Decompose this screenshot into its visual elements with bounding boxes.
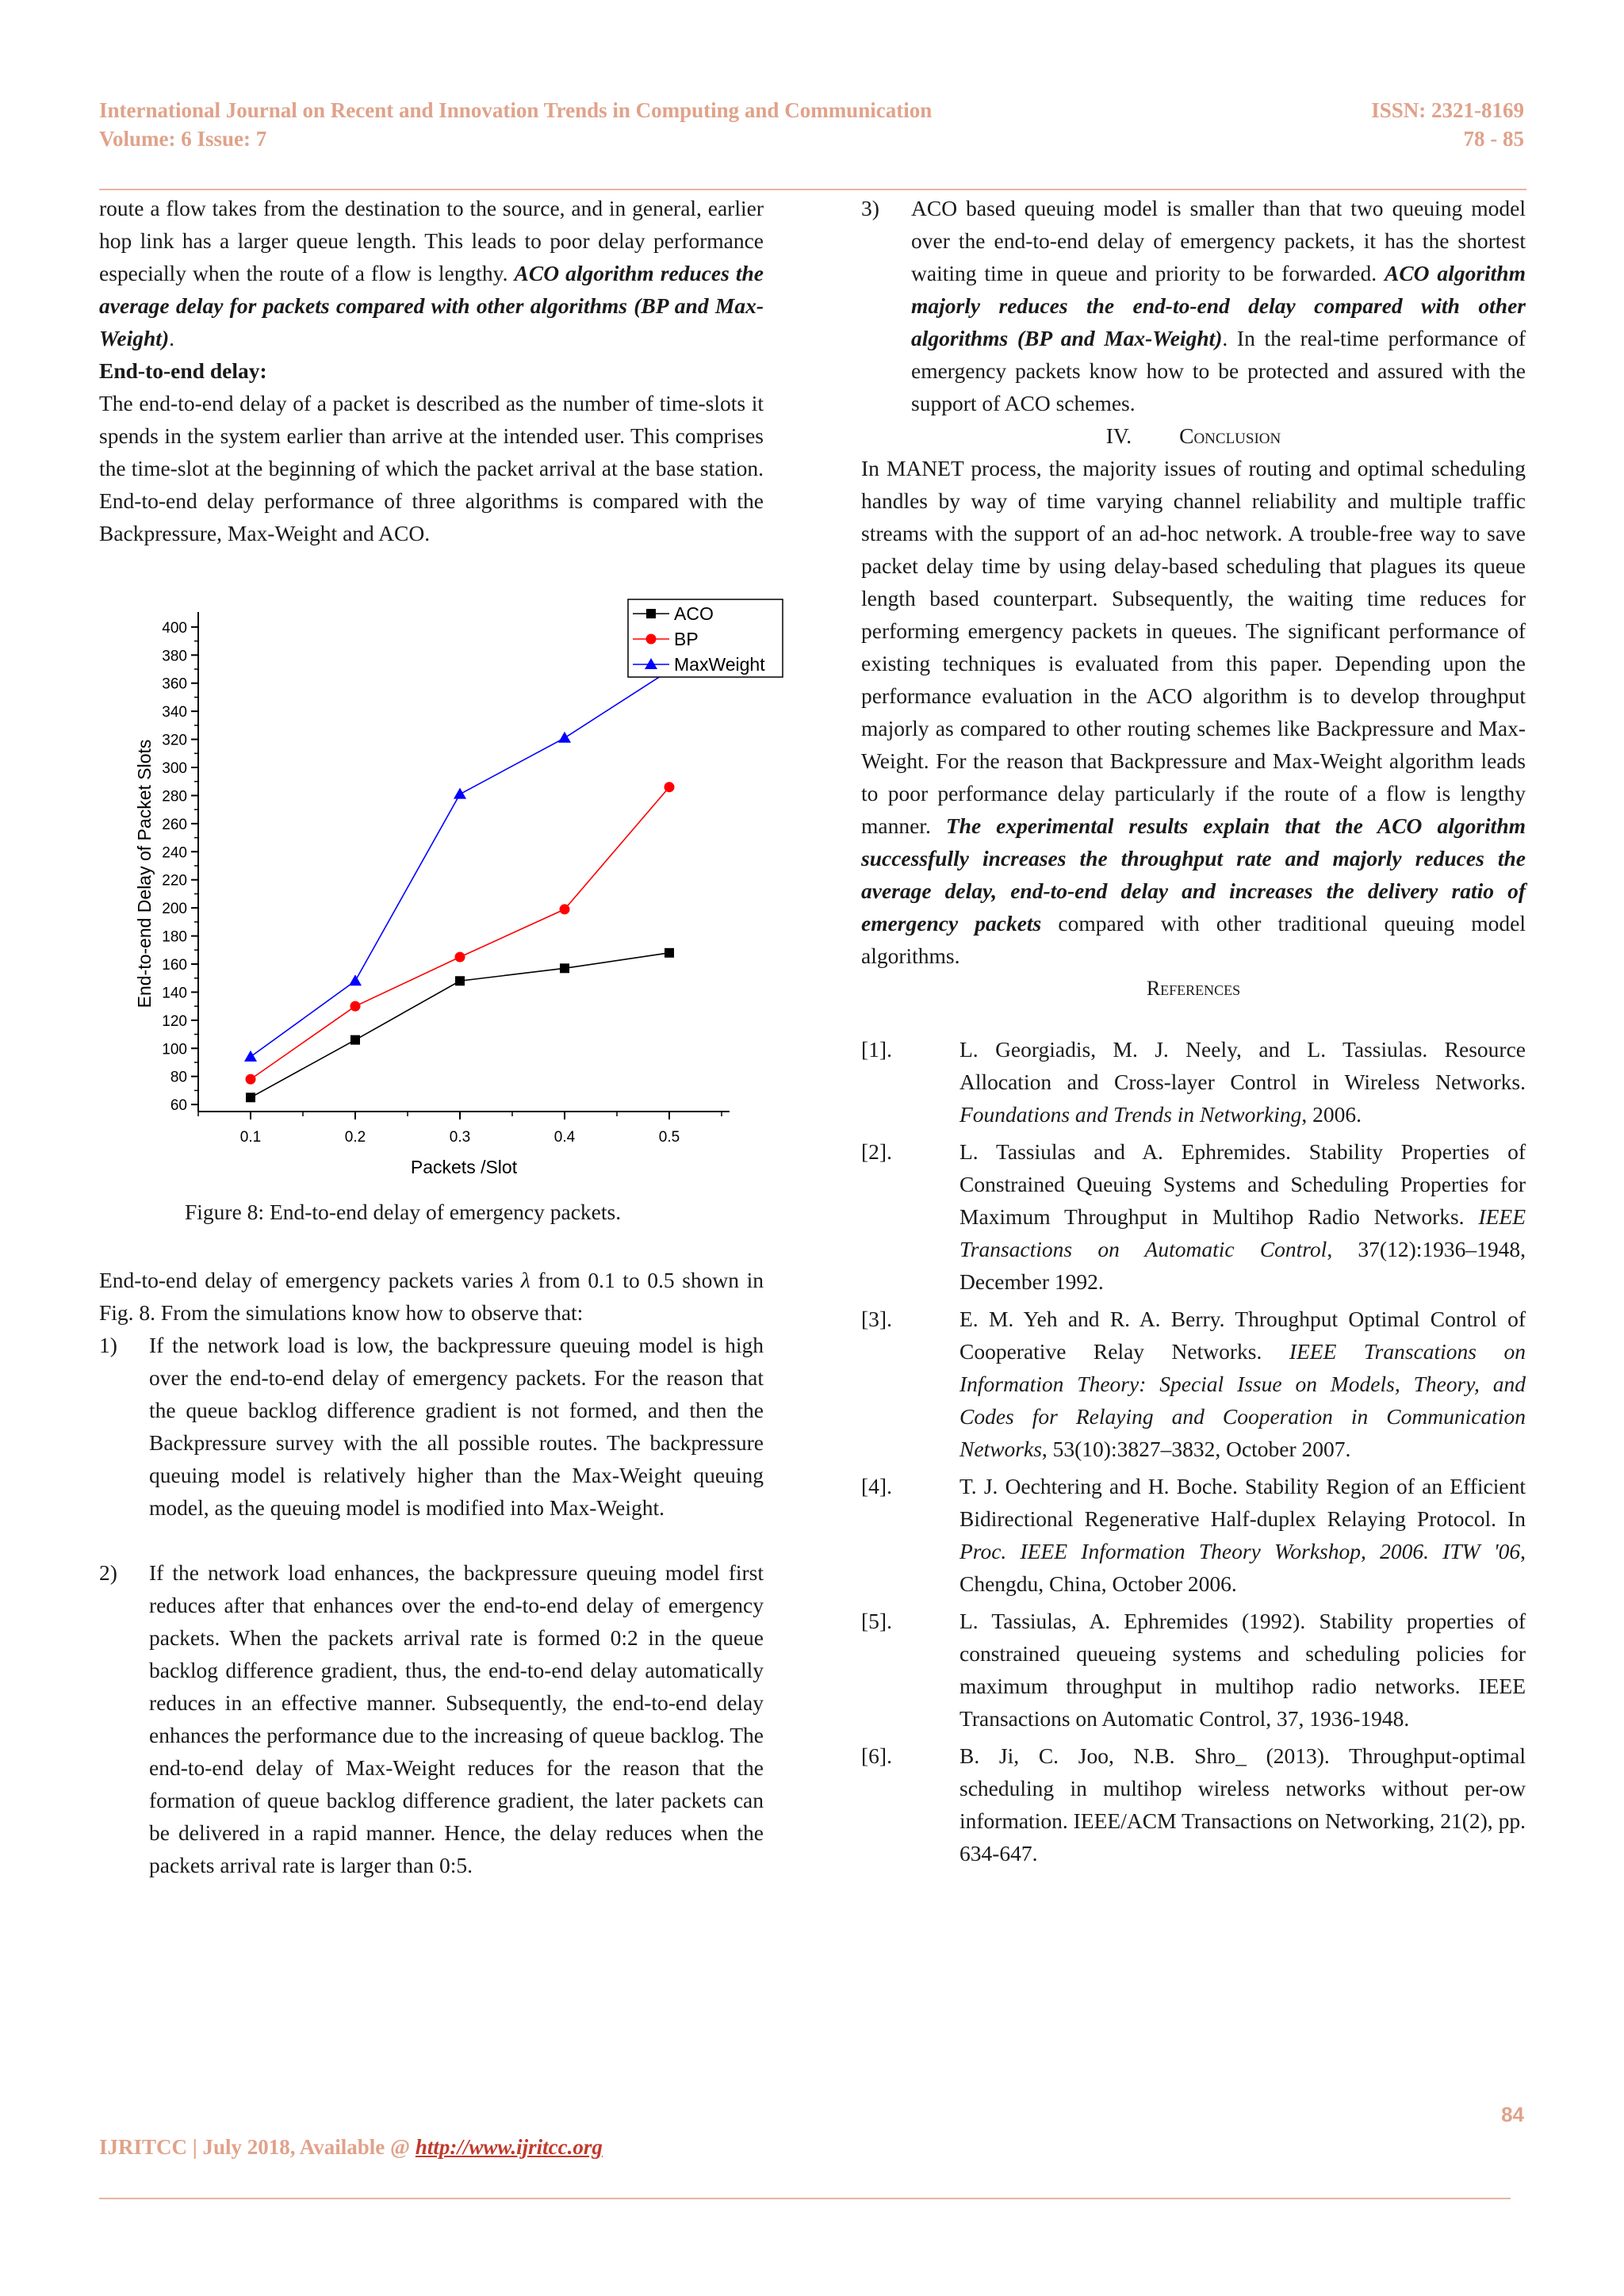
reference-venue: Proc. IEEE Information Theory Workshop, 2006. ITW '06 bbox=[959, 1539, 1521, 1563]
reference-list bbox=[861, 1033, 1526, 1869]
reference-venue: Foundations and Trends in Networking bbox=[959, 1102, 1302, 1127]
conclusion-emphasis: The experimental results explain that the ACO algorithm successfully increases the throughput rate and majorly reduces the average delay, end-to-end delay and increases the delivery ratio of emergency packets bbox=[861, 813, 1526, 936]
lambda-symbol: λ bbox=[520, 1268, 530, 1292]
y-tick-label: 60 bbox=[170, 1097, 187, 1115]
y-tick-label: 160 bbox=[162, 957, 187, 974]
bp-point bbox=[350, 1001, 361, 1012]
maxweight-series-line bbox=[251, 671, 669, 1057]
item3-b: . In the real-time performance of emergency packets know how to be protected and assured with the support of ACO schemes. bbox=[911, 326, 1526, 415]
legend-aco-label: ACO bbox=[674, 603, 714, 624]
reference-item bbox=[861, 1033, 1526, 1131]
conclusion-number: IV. bbox=[1105, 423, 1132, 448]
reference-venue: IEEE Transactions on Automatic Control bbox=[959, 1204, 1526, 1261]
x-tick-label: 0.5 bbox=[658, 1129, 680, 1146]
reference-text-a: L. Tassiulas and A. Ephremides. Stability Properties of Constrained Queuing Systems and Scheduling Properties for Maximum Throughput in Multihop Radio Networks. bbox=[959, 1139, 1526, 1229]
reference-text bbox=[959, 1739, 1526, 1869]
reference-item bbox=[861, 1303, 1526, 1465]
reference-number: [3]. bbox=[861, 1307, 892, 1331]
figure-caption: Figure 8: End-to-end delay of emergency packets. bbox=[185, 1200, 622, 1224]
y-tick-label: 260 bbox=[162, 816, 187, 833]
y-tick-label: 140 bbox=[162, 985, 187, 1002]
reference-text-b: , 37(12):1936–1948, December 1992. bbox=[959, 1237, 1526, 1294]
reference-text-b: , 2006. bbox=[1301, 1102, 1362, 1127]
reference-text-b: , Chengdu, China, October 2006. bbox=[959, 1539, 1526, 1596]
bp-point bbox=[455, 952, 465, 962]
maxweight-point bbox=[349, 974, 362, 985]
conclusion-b: compared with other traditional queuing model algorithms. bbox=[861, 911, 1526, 968]
x-axis-label: Packets /Slot bbox=[410, 1157, 518, 1177]
y-tick-label: 380 bbox=[162, 648, 187, 665]
section-heading-end-to-end: End-to-end delay: bbox=[99, 358, 267, 383]
reference-text-a: L. Tassiulas, A. Ephremides (1992). Stability properties of constrained queueing systems and scheduling policies for maximum throughput in multihop radio networks. IEEE Transactions on Automatic Control, 37, 1936-1948. bbox=[959, 1609, 1526, 1731]
reference-text bbox=[959, 1303, 1526, 1465]
y-tick-label: 300 bbox=[162, 760, 187, 777]
bp-point bbox=[665, 782, 675, 792]
page-number: 84 bbox=[1501, 2103, 1524, 2126]
y-tick-label: 400 bbox=[162, 619, 187, 637]
reference-number: [5]. bbox=[861, 1609, 892, 1633]
references-heading: References bbox=[1146, 977, 1241, 1000]
y-tick-label: 100 bbox=[162, 1041, 187, 1058]
reference-item bbox=[861, 1605, 1526, 1735]
paragraph-fig8-intro bbox=[99, 1264, 764, 1329]
reference-venue: IEEE Transcations on Information Theory: Special Issue on Models, Theory, and Codes for Relaying and Cooperation in Communication Networks bbox=[959, 1339, 1526, 1461]
x-tick-label: 0.2 bbox=[344, 1129, 366, 1146]
reference-number: [1]. bbox=[861, 1037, 892, 1062]
reference-text-a: B. Ji, C. Joo, N.B. Shro_ (2013). Throughput-optimal scheduling in multihop wireless networks without per-ow information. IEEE/ACM Transactions on Networking, 21(2), pp. 634-647. bbox=[959, 1743, 1526, 1866]
maxweight-point bbox=[558, 732, 571, 743]
y-tick-label: 340 bbox=[162, 704, 187, 721]
maxweight-point bbox=[454, 788, 466, 799]
list-item-text bbox=[911, 192, 1526, 419]
p1-text: route a flow takes from the destination to the source, and in general, earlier hop link has a larger queue length. This leads to poor delay performance especially when the route of a flow is lengthy. bbox=[99, 196, 764, 285]
footer-link[interactable]: http://www.ijritcc.org bbox=[415, 2135, 603, 2159]
p3-a: End-to-end delay of emergency packets varies bbox=[99, 1268, 521, 1292]
reference-item bbox=[861, 1135, 1526, 1298]
y-axis-label: End-to-end Delay of Packet Slots bbox=[134, 739, 155, 1008]
footer-rule bbox=[99, 2198, 1511, 2199]
reference-text bbox=[959, 1135, 1526, 1298]
reference-number: [4]. bbox=[861, 1474, 892, 1498]
left-column-top bbox=[99, 192, 764, 549]
p1-emphasis: ACO algorithm reduces the average delay for packets compared with other algorithms (BP and Max-Weight) bbox=[99, 261, 764, 350]
aco-point bbox=[665, 948, 674, 958]
y-tick-label: 280 bbox=[162, 788, 187, 806]
y-tick-label: 200 bbox=[162, 901, 187, 918]
aco-point bbox=[455, 976, 465, 985]
conclusion-heading bbox=[861, 419, 1526, 452]
item3-emphasis: ACO algorithm majorly reduces the end-to-end delay compared with other algorithms (BP and Max-Weight) bbox=[911, 261, 1526, 350]
p3-b: from 0.1 to 0.5 shown in Fig. 8. From the simulations know how to observe that: bbox=[99, 1268, 764, 1325]
y-tick-label: 80 bbox=[170, 1069, 187, 1086]
journal-pages: 78 - 85 bbox=[1463, 127, 1524, 151]
bp-series-line bbox=[251, 787, 669, 1079]
y-tick-label: 120 bbox=[162, 1012, 187, 1030]
aco-point bbox=[560, 963, 569, 973]
bp-point bbox=[560, 904, 570, 914]
y-tick-label: 180 bbox=[162, 928, 187, 946]
paragraph-conclusion bbox=[861, 452, 1526, 972]
y-tick-label: 360 bbox=[162, 675, 187, 693]
reference-number: [6]. bbox=[861, 1743, 892, 1768]
list-number: 1) bbox=[99, 1333, 117, 1357]
legend-bp-marker bbox=[646, 634, 657, 645]
item3-a: ACO based queuing model is smaller than that two queuing model over the end-to-end delay of emergency packets, it has the shortest waiting time in queue and priority to be forwarded. bbox=[911, 196, 1526, 285]
list-item-text: If the network load enhances, the backpressure queuing model first reduces after that enhances over the end-to-end delay of emergency packets. When the packets arrival rate is formed 0:2 in the queue backlog difference gradient, thus, the end-to-end delay automatically reduces in an effective manner. Subsequently, the end-to-end delay enhances the performance due to the increasing of queue backlog. The end-to-end delay of Max-Weight reduces for the reason that the formation of queue backlog difference gradient, the later packets can be delivered in a rapid manner. Hence, the delay reduces when the packets arrival rate is larger than 0:5. bbox=[149, 1560, 764, 1877]
left-column-bottom bbox=[99, 1264, 764, 1881]
y-tick-label: 220 bbox=[162, 872, 187, 890]
aco-point bbox=[246, 1093, 255, 1102]
journal-title: International Journal on Recent and Innovation Trends in Computing and Communication bbox=[99, 98, 933, 122]
reference-text-a: E. M. Yeh and R. A. Berry. Throughput Optimal Control of Cooperative Relay Networks. bbox=[959, 1307, 1526, 1364]
x-tick-label: 0.3 bbox=[449, 1129, 471, 1146]
maxweight-point bbox=[244, 1050, 257, 1062]
y-tick-label: 240 bbox=[162, 844, 187, 862]
aco-point bbox=[350, 1035, 360, 1045]
aco-series-line bbox=[251, 953, 669, 1097]
x-tick-label: 0.1 bbox=[239, 1129, 262, 1146]
footer bbox=[99, 2135, 603, 2160]
legend-maxweight-label: MaxWeight bbox=[674, 654, 765, 675]
bp-point bbox=[246, 1074, 256, 1085]
reference-item bbox=[861, 1739, 1526, 1869]
right-column bbox=[861, 192, 1526, 1869]
conclusion-a: In MANET process, the majority issues of routing and optimal scheduling handles by way of time varying channel reliability and multiple traffic streams with the support of an ad-hoc network. A trouble-free way to save packet delay time by using delay-based scheduling that plagues its queue length based counterpart. Subsequently, the waiting time reduces for performing emergency packets in queues. The significant performance of existing techniques is evaluated from this paper. Depending upon the performance evaluation in the ACO algorithm is to develop throughput majorly as compared to other routing schemes like Backpressure and Max-Weight. For the reason that Backpressure and Max-Weight algorithm leads to poor performance delay particularly if the route of a flow is lengthy manner. bbox=[861, 456, 1526, 838]
journal-volume: Volume: 6 Issue: 7 bbox=[99, 127, 267, 151]
paragraph-delay-intro bbox=[99, 192, 764, 354]
reference-text bbox=[959, 1605, 1526, 1735]
conclusion-title: Conclusion bbox=[1179, 423, 1281, 448]
legend-bp-label: BP bbox=[674, 629, 699, 649]
footer-text: IJRITCC | July 2018, Available @ bbox=[99, 2135, 416, 2159]
list-item-1 bbox=[99, 1329, 764, 1524]
list-item-text: If the network load is low, the backpressure queuing model is high over the end-to-end delay of emergency packets. For the reason that the queue backlog difference gradient is not formed, and then the Backpressure survey with the all possible routes. The backpressure queuing model is relatively higher than the Max-Weight queuing model, as the queuing model is modified into Max-Weight. bbox=[149, 1333, 764, 1520]
list-item-3 bbox=[861, 192, 1526, 419]
reference-text bbox=[959, 1470, 1526, 1600]
end-to-end-delay-chart bbox=[127, 596, 793, 1183]
reference-text-a: T. J. Oechtering and H. Boche. Stability Region of an Efficient Bidirectional Regenerative Half-duplex Relaying Protocol. In bbox=[959, 1474, 1526, 1531]
list-number: 2) bbox=[99, 1560, 117, 1585]
reference-text-b: , 53(10):3827–3832, October 2007. bbox=[1041, 1437, 1351, 1461]
reference-number: [2]. bbox=[861, 1139, 892, 1164]
paragraph-end-to-end: The end-to-end delay of a packet is described as the number of time-slots it spends in the system earlier than arrive at the intended user. This comprises the time-slot at the beginning of which the packet arrival at the base station. End-to-end delay performance of three algorithms is compared with the Backpressure, Max-Weight and ACO. bbox=[99, 391, 764, 545]
legend-aco-marker bbox=[646, 609, 656, 618]
y-tick-label: 320 bbox=[162, 732, 187, 749]
journal-issn: ISSN: 2321-8169 bbox=[1371, 98, 1524, 122]
x-tick-label: 0.4 bbox=[553, 1129, 576, 1146]
reference-text-a: L. Georgiadis, M. J. Neely, and L. Tassiulas. Resource Allocation and Cross-layer Control in Wireless Networks. bbox=[959, 1037, 1526, 1094]
list-number: 3) bbox=[861, 196, 879, 220]
reference-text bbox=[959, 1033, 1526, 1131]
p1-end: . bbox=[169, 326, 174, 350]
reference-item bbox=[861, 1470, 1526, 1600]
header-rule bbox=[99, 189, 1526, 190]
list-item-2 bbox=[99, 1556, 764, 1881]
